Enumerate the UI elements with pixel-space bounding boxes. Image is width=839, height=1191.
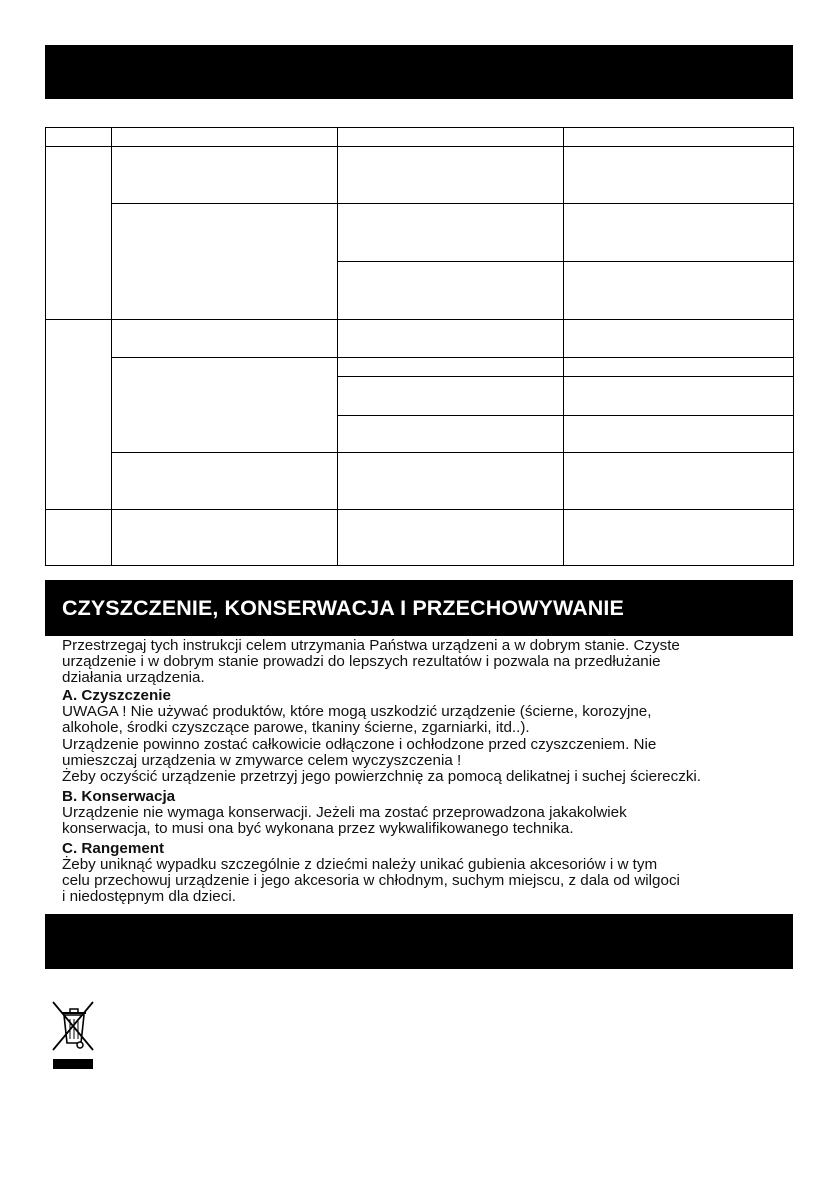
- table-cell: [338, 262, 564, 320]
- section-a-line: alkohole, środki czyszczące parowe, tkaniny ścierne, zgarniarki, itd..).: [62, 719, 530, 737]
- table-cell: [112, 453, 338, 510]
- table-cell: [338, 510, 564, 566]
- table-header-cell: [112, 128, 338, 147]
- table-cell: [112, 358, 338, 453]
- section-c-line: Żeby uniknąć wypadku szczególnie z dziećmi należy unikać gubienia akcesoriów i w tym: [62, 856, 658, 874]
- table-cell: [338, 204, 564, 262]
- section-b-line: konserwacja, to musi ona być wykonana przez wykwalifikowanego technika.: [62, 820, 574, 838]
- table-cell: [564, 453, 794, 510]
- table-row: [46, 147, 794, 204]
- header-bar: [45, 45, 793, 99]
- table-cell: [112, 510, 338, 566]
- table-cell: [338, 320, 564, 358]
- cleaning-instructions: [62, 638, 782, 906]
- table-row: [46, 320, 794, 358]
- section-b-line: Urządzenie nie wymaga konserwacji. Jeżeli ma zostać przeprowadzona jakakolwiek: [62, 803, 627, 821]
- table-header-cell: [46, 128, 112, 147]
- section-title: CZYSZCZENIE, KONSERWACJA I PRZECHOWYWANIE: [62, 595, 624, 620]
- table-cell: [564, 416, 794, 453]
- table-cell: [112, 147, 338, 204]
- section-a-line: Urządzenie powinno zostać całkowicie odłączone i ochłodzone przed czyszczeniem. Nie: [62, 735, 657, 753]
- table-cell: [46, 510, 112, 566]
- section-title-bar: [45, 580, 793, 636]
- table-cell: [564, 147, 794, 204]
- table-cell: [564, 204, 794, 262]
- intro-line: urządzenie i w dobrym stanie prowadzi do lepszych rezultatów i pozwala na przedłużanie: [62, 653, 661, 671]
- crossed-out-wheelie-bin-icon: [49, 1000, 97, 1070]
- table-cell: [564, 377, 794, 416]
- intro-line: działania urządzenia.: [62, 669, 205, 687]
- section-c-line: i niedostępnym dla dzieci.: [62, 888, 236, 906]
- section-a-line: umieszczaj urządzenia w zmywarce celem wyczyszczenia !: [62, 751, 462, 769]
- section-c-line: celu przechowuj urządzenie i jego akcesoria w chłodnym, suchym miejscu, z dala od wilgoci: [62, 872, 680, 890]
- table-cell: [338, 453, 564, 510]
- table-header-cell: [338, 128, 564, 147]
- table-cell: [564, 510, 794, 566]
- table-cell: [112, 204, 338, 320]
- table-cell: [564, 262, 794, 320]
- table-header-row: [46, 128, 794, 147]
- table-cell: [564, 358, 794, 377]
- intro-line: Przestrzegaj tych instrukcji celem utrzymania Państwa urządzeni a w dobrym stanie. Czyste: [62, 637, 680, 654]
- table-cell: [338, 147, 564, 204]
- table-cell: [338, 416, 564, 453]
- table-cell: [112, 320, 338, 358]
- section-a-line: UWAGA ! Nie używać produktów, które mogą uszkodzić urządzenie (ścierne, korozyjne,: [62, 703, 652, 721]
- table-cell: [338, 358, 564, 377]
- section-c-heading: C. Rangement: [62, 840, 165, 858]
- section-a-line: Żeby oczyścić urządzenie przetrzyj jego powierzchnię za pomocą delikatnej i suchej ściereczki.: [62, 767, 702, 785]
- table-row: [46, 204, 794, 262]
- table-row: [46, 510, 794, 566]
- table-row: [46, 453, 794, 510]
- footer-bar: [45, 914, 793, 969]
- table-cell: [564, 320, 794, 358]
- section-a-heading: A. Czyszczenie: [62, 687, 171, 705]
- table-row: [46, 358, 794, 377]
- section-b-heading: B. Konserwacja: [62, 787, 176, 805]
- table-cell: [338, 377, 564, 416]
- table-cell: [46, 320, 112, 510]
- table-header-cell: [564, 128, 794, 147]
- table-cell: [46, 147, 112, 320]
- troubleshooting-table: [45, 127, 794, 566]
